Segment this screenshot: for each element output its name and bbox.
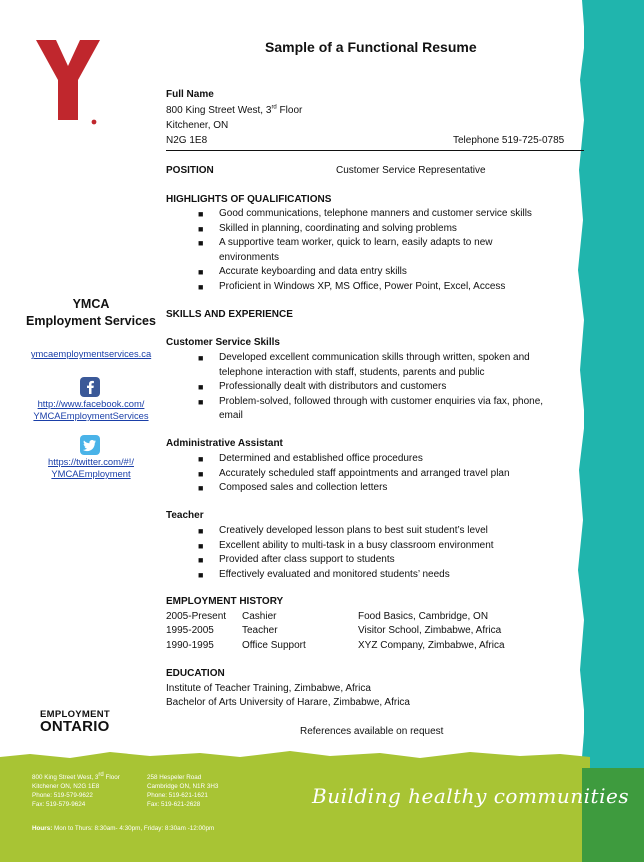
address-floor: Floor: [276, 105, 303, 116]
skill-group-title: Administrative Assistant: [166, 438, 283, 449]
list-item: ■ Developed excellent communication skills through written, spoken and telephone interaction with staff, students, parents and public: [198, 352, 530, 378]
org-name-line1: YMCA: [72, 297, 110, 311]
footer-green-block: [582, 768, 644, 862]
resume-page: Sample of a Functional Resume Full Name 800 King Street West, 3rd Floor Kitchener, ON N2G 1E8 Telephone 519-725-0785 POSITION Customer Service Representative HIGHLIGHTS OF QUALIFICATIONS ■ Good communications, telephone manners and customer service skills ■ Skilled in planning, coordinating and solving problems ■ A supportive team worker, quick to learn, easily adapts to new environments ■ Accurate keyboarding and data entry skills ■ Proficient in Windows XP, MS Office, Power Point, Excel, Access SKILLS AND EXPERIENCE Customer Service Skills ■ Developed excellent communication skills through written, spoken and telephone interaction with staff, students, parents and public ■ Professionally dealt with distributors and customers ■ Problem-solved, followed through with customer enquiries via fax, phone, email Administrative Assistant ■ Determined and established office procedures ■ Accurately scheduled staff appointments and arranged travel plan ■ Composed sales and collection letters Teacher ■ Creatively developed lesson plans to best suit student’s level ■ Excellent ability to multi-task in a busy classroom environment ■ Provided after class support to students ■ Effectively evaluated and monitored students’ needs EMPLOYMENT HISTORY 2005-Present Cashier Food Basics, Cambridge, ON 1995-2005 Teacher Visitor School, Zimbabwe, Africa 1990-1995 Office Support XYZ Company, Zimbabwe, Africa EDUCATION Institute of Teacher Training, Zimbabwe, Africa Bachelor of Arts University of Harare, Zimbabwe, Africa References available on request YMCA Employment Services ymcaemploymentservices.ca http://www.facebook.com/ YMCAEmploymentServices https://twitter.com/#!/ YMCAEmployment EMPLOYMENT ONTARIO 800 King Street West, 3rd Floor Kitchener ON, N2G 1E8 Phone: 519-579-9622 Fax: 519-579-9624 258 Hespeler Road Cambridge ON, N1R 3H3 Phone: 519-621-1621 Fax: 519-621-2628 Building healthy communities Hours: Mon to Thurs: 8:30am- 4:30pm, Friday: 8:30am -12:00pm: [0, 0, 644, 862]
list-item: ■ A supportive team worker, quick to learn, easily adapts to new environments: [198, 237, 493, 263]
list-item: ■ Determined and established office procedures: [198, 453, 423, 464]
list-item: ■ Good communications, telephone manners and customer service skills: [198, 208, 532, 219]
position-value: Customer Service Representative: [336, 165, 486, 176]
list-item: ■ Excellent ability to multi-task in a busy classroom environment: [198, 539, 494, 551]
twitter-icon[interactable]: [80, 435, 100, 455]
list-item: ■ Accurately scheduled staff appointments and arranged travel plan: [198, 467, 510, 479]
list-item: ■ Skilled in planning, coordinating and solving problems: [198, 222, 457, 234]
footer-address-kitchener: 800 King Street West, 3rd Floor Kitchener ON, N2G 1E8 Phone: 519-579-9622 Fax: 519-579-9624: [32, 771, 120, 808]
ymca-logo: [36, 40, 100, 126]
document-title: Sample of a Functional Resume: [265, 39, 477, 55]
skill-group-title: Customer Service Skills: [166, 337, 280, 348]
list-item: ■ Accurate keyboarding and data entry skills: [198, 266, 407, 277]
address-sup: rd: [271, 104, 277, 111]
employment-ontario-logo: EMPLOYMENT ONTARIO: [40, 709, 111, 735]
footer-tagline: Building healthy communities: [312, 784, 630, 808]
footer-hours: Hours: Mon to Thurs: 8:30am- 4:30pm, Friday: 8:30am -12:00pm: [32, 825, 215, 832]
skill-group-list: [198, 452, 578, 496]
list-item: ■ Composed sales and collection letters: [198, 482, 388, 493]
address-city: Kitchener, ON: [166, 120, 229, 131]
list-item: ■ Proficient in Windows XP, MS Office, Power Point, Excel, Access: [198, 280, 506, 292]
skill-group-list: [198, 524, 578, 582]
address-postal: N2G 1E8: [166, 135, 208, 146]
education-item: Bachelor of Arts University of Harare, Zimbabwe, Africa: [166, 697, 410, 708]
telephone: Telephone 519-725-0785: [453, 135, 565, 146]
list-item: ■ Problem-solved, followed through with customer enquiries via fax, phone, email: [198, 395, 544, 421]
skill-group-title: Teacher: [166, 510, 204, 521]
facebook-icon[interactable]: [80, 377, 100, 397]
full-name: Full Name: [166, 89, 214, 100]
highlights-list: [198, 207, 578, 294]
teal-brush-edge: [576, 0, 590, 862]
address-line: [166, 105, 302, 116]
footer-address-cambridge: 258 Hespeler Road Cambridge ON, N1R 3H3 Phone: 519-621-1621 Fax: 519-621-2628: [147, 774, 219, 808]
teal-side-strip: [584, 0, 644, 862]
list-item: ■ Effectively evaluated and monitored students’ needs: [198, 568, 450, 580]
position-label: POSITION: [166, 165, 214, 176]
org-name-line2: Employment Services: [26, 314, 156, 328]
skills-heading: SKILLS AND EXPERIENCE: [166, 309, 293, 320]
education-heading: EDUCATION: [166, 668, 225, 679]
employment-heading: EMPLOYMENT HISTORY: [166, 596, 284, 607]
twitter-link[interactable]: https://twitter.com/#!/ YMCAEmployment: [48, 456, 134, 479]
list-item: ■ Creatively developed lesson plans to best suit student’s level: [198, 525, 488, 536]
website-link[interactable]: ymcaemploymentservices.ca: [30, 348, 152, 359]
education-item: Institute of Teacher Training, Zimbabwe, Africa: [166, 683, 371, 694]
header-rule: [166, 150, 584, 151]
references-note: References available on request: [300, 726, 444, 737]
skill-group-list: [198, 351, 568, 424]
address-street: 800 King Street West, 3: [166, 105, 272, 116]
org-name: [22, 296, 160, 330]
list-item: ■ Professionally dealt with distributors and customers: [198, 381, 447, 392]
facebook-link[interactable]: http://www.facebook.com/ YMCAEmploymentServices: [33, 398, 149, 421]
list-item: ■ Provided after class support to students: [198, 554, 395, 565]
highlights-heading: HIGHLIGHTS OF QUALIFICATIONS: [166, 194, 332, 205]
